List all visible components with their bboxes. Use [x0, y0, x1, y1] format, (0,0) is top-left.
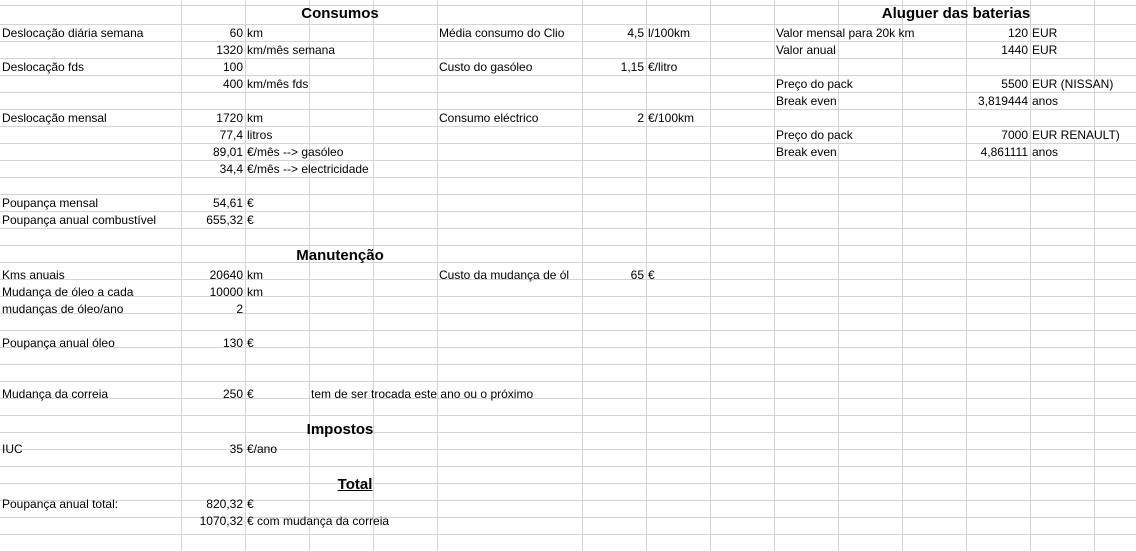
cell-a[interactable]: Deslocação mensal	[2, 111, 107, 125]
cell-a[interactable]: Preço do pack	[776, 128, 853, 142]
grid-row-line	[0, 296, 1136, 297]
grid-row-line	[0, 313, 1136, 314]
cell-c[interactable]: EUR	[1032, 26, 1058, 40]
grid-column-line	[902, 0, 903, 552]
cell-b[interactable]: 4,861111	[980, 145, 1028, 159]
cell-a[interactable]: Deslocação diária semana	[2, 26, 144, 40]
grid-row-line	[0, 194, 1136, 195]
cell-a[interactable]: Mudança da correia	[2, 387, 109, 401]
cell-b[interactable]: 400	[222, 77, 243, 91]
cell-a[interactable]: Kms anuais	[2, 268, 65, 282]
cell-c[interactable]: €/ano	[247, 442, 278, 456]
cell-c[interactable]: litros	[247, 128, 273, 142]
cell-c[interactable]: km	[247, 285, 263, 299]
grid-row-line	[0, 534, 1136, 535]
cell-c[interactable]: km	[247, 111, 263, 125]
grid-row-line	[0, 517, 1136, 518]
cell-c[interactable]: €/mês --> electricidade	[247, 162, 369, 176]
cell-b[interactable]: 54,61	[212, 196, 243, 210]
cell-b[interactable]: 34,4	[219, 162, 243, 176]
grid-row-line	[0, 449, 1136, 450]
grid-row-line	[0, 398, 1136, 399]
cell-c[interactable]: EUR	[1032, 43, 1058, 57]
cell-d[interactable]: tem de ser trocada este ano ou o próximo	[311, 387, 534, 401]
cell-c[interactable]: km/mês fds	[247, 77, 309, 91]
cell-f[interactable]: 2	[637, 111, 644, 125]
grid-row-line	[0, 466, 1136, 467]
cell-c[interactable]: km/mês semana	[247, 43, 336, 57]
cell-a[interactable]: Valor mensal para 20k km	[776, 26, 915, 40]
cell-b[interactable]: 20640	[209, 268, 243, 282]
cell-a[interactable]: Poupança mensal	[2, 196, 99, 210]
cell-b[interactable]: 89,01	[212, 145, 243, 159]
grid-row-line	[0, 245, 1136, 246]
cell-b[interactable]: 1440	[1001, 43, 1028, 57]
grid-row-line	[0, 330, 1136, 331]
cell-c[interactable]: €	[247, 196, 254, 210]
cell-a[interactable]: Valor anual	[776, 43, 836, 57]
grid-row-line	[0, 177, 1136, 178]
cell-e[interactable]: Custo do gasóleo	[439, 60, 533, 74]
cell-c[interactable]: €/mês --> gasóleo	[247, 145, 344, 159]
cell-g[interactable]: €	[648, 268, 655, 282]
cell-c[interactable]: €	[247, 387, 254, 401]
cell-c[interactable]: km	[247, 26, 263, 40]
cell-a[interactable]: Preço do pack	[776, 77, 853, 91]
header-manutencao: Manutenção	[296, 247, 384, 264]
grid-row-line	[0, 262, 1136, 263]
cell-f[interactable]: 4,5	[627, 26, 644, 40]
cell-b[interactable]: 1320	[216, 43, 243, 57]
grid-row-line	[0, 364, 1136, 365]
cell-a[interactable]: mudanças de óleo/ano	[2, 302, 124, 316]
cell-a[interactable]: Break even	[776, 94, 837, 108]
grid-row-line	[0, 500, 1136, 501]
cell-a[interactable]: Poupança anual óleo	[2, 336, 115, 350]
cell-b[interactable]: 5500	[1001, 77, 1028, 91]
cell-c[interactable]: € com mudança da correia	[247, 514, 390, 528]
grid-column-line	[373, 0, 374, 552]
cell-a[interactable]: IUC	[2, 442, 23, 456]
cell-a[interactable]: Break even	[776, 145, 837, 159]
cell-b[interactable]: 1720	[216, 111, 243, 125]
grid-column-line	[710, 0, 711, 552]
cell-e[interactable]: Média consumo do Clio	[439, 26, 565, 40]
cell-c[interactable]: EUR RENAULT)	[1032, 128, 1120, 142]
grid-row-line	[0, 432, 1136, 433]
cell-b[interactable]: 10000	[209, 285, 243, 299]
header-consumos: Consumos	[301, 5, 379, 22]
cell-e[interactable]: Custo da mudança de ól	[439, 268, 570, 282]
cell-b[interactable]: 655,32	[206, 213, 243, 227]
header-impostos: Impostos	[306, 421, 374, 438]
cell-a[interactable]: Poupança anual combustível	[2, 213, 157, 227]
cell-c[interactable]: €	[247, 336, 254, 350]
cell-c[interactable]: EUR (NISSAN)	[1032, 77, 1114, 91]
header-aluguer-baterias: Aluguer das baterias	[881, 5, 1031, 22]
cell-g[interactable]: €/litro	[648, 60, 678, 74]
grid-row-line	[0, 415, 1136, 416]
cell-c[interactable]: anos	[1032, 94, 1059, 108]
cell-c[interactable]: km	[247, 268, 263, 282]
grid-row-line	[0, 347, 1136, 348]
cell-b[interactable]: 120	[1007, 26, 1028, 40]
grid-row-line	[0, 228, 1136, 229]
cell-b[interactable]: 2	[236, 302, 243, 316]
cell-c[interactable]: €	[247, 213, 254, 227]
cell-e[interactable]: Consumo eléctrico	[439, 111, 539, 125]
cell-b[interactable]: 250	[222, 387, 243, 401]
cell-b[interactable]: 820,32	[206, 497, 243, 511]
grid-row-line	[0, 483, 1136, 484]
cell-b[interactable]: 3,819444	[977, 94, 1028, 108]
cell-b[interactable]: 60	[229, 26, 243, 40]
cell-b[interactable]: 1070,32	[199, 514, 243, 528]
cell-b[interactable]: 35	[229, 442, 243, 456]
cell-b[interactable]: 100	[222, 60, 243, 74]
cell-g[interactable]: €/100km	[648, 111, 695, 125]
cell-c[interactable]: anos	[1032, 145, 1059, 159]
cell-a[interactable]: Mudança de óleo a cada	[2, 285, 134, 299]
cell-f[interactable]: 65	[630, 268, 644, 282]
header-total: Total	[337, 476, 373, 493]
grid-row-line	[0, 381, 1136, 382]
cell-f[interactable]: 1,15	[620, 60, 644, 74]
cell-a[interactable]: Poupança anual total:	[2, 497, 119, 511]
cell-c[interactable]: €	[247, 497, 254, 511]
cell-g[interactable]: l/100km	[648, 26, 691, 40]
grid-row-line	[0, 211, 1136, 212]
cell-a[interactable]: Deslocação fds	[2, 60, 85, 74]
cell-b[interactable]: 77,4	[219, 128, 243, 142]
cell-b[interactable]: 7000	[1001, 128, 1028, 142]
cell-b[interactable]: 130	[222, 336, 243, 350]
grid-column-line	[309, 0, 310, 552]
